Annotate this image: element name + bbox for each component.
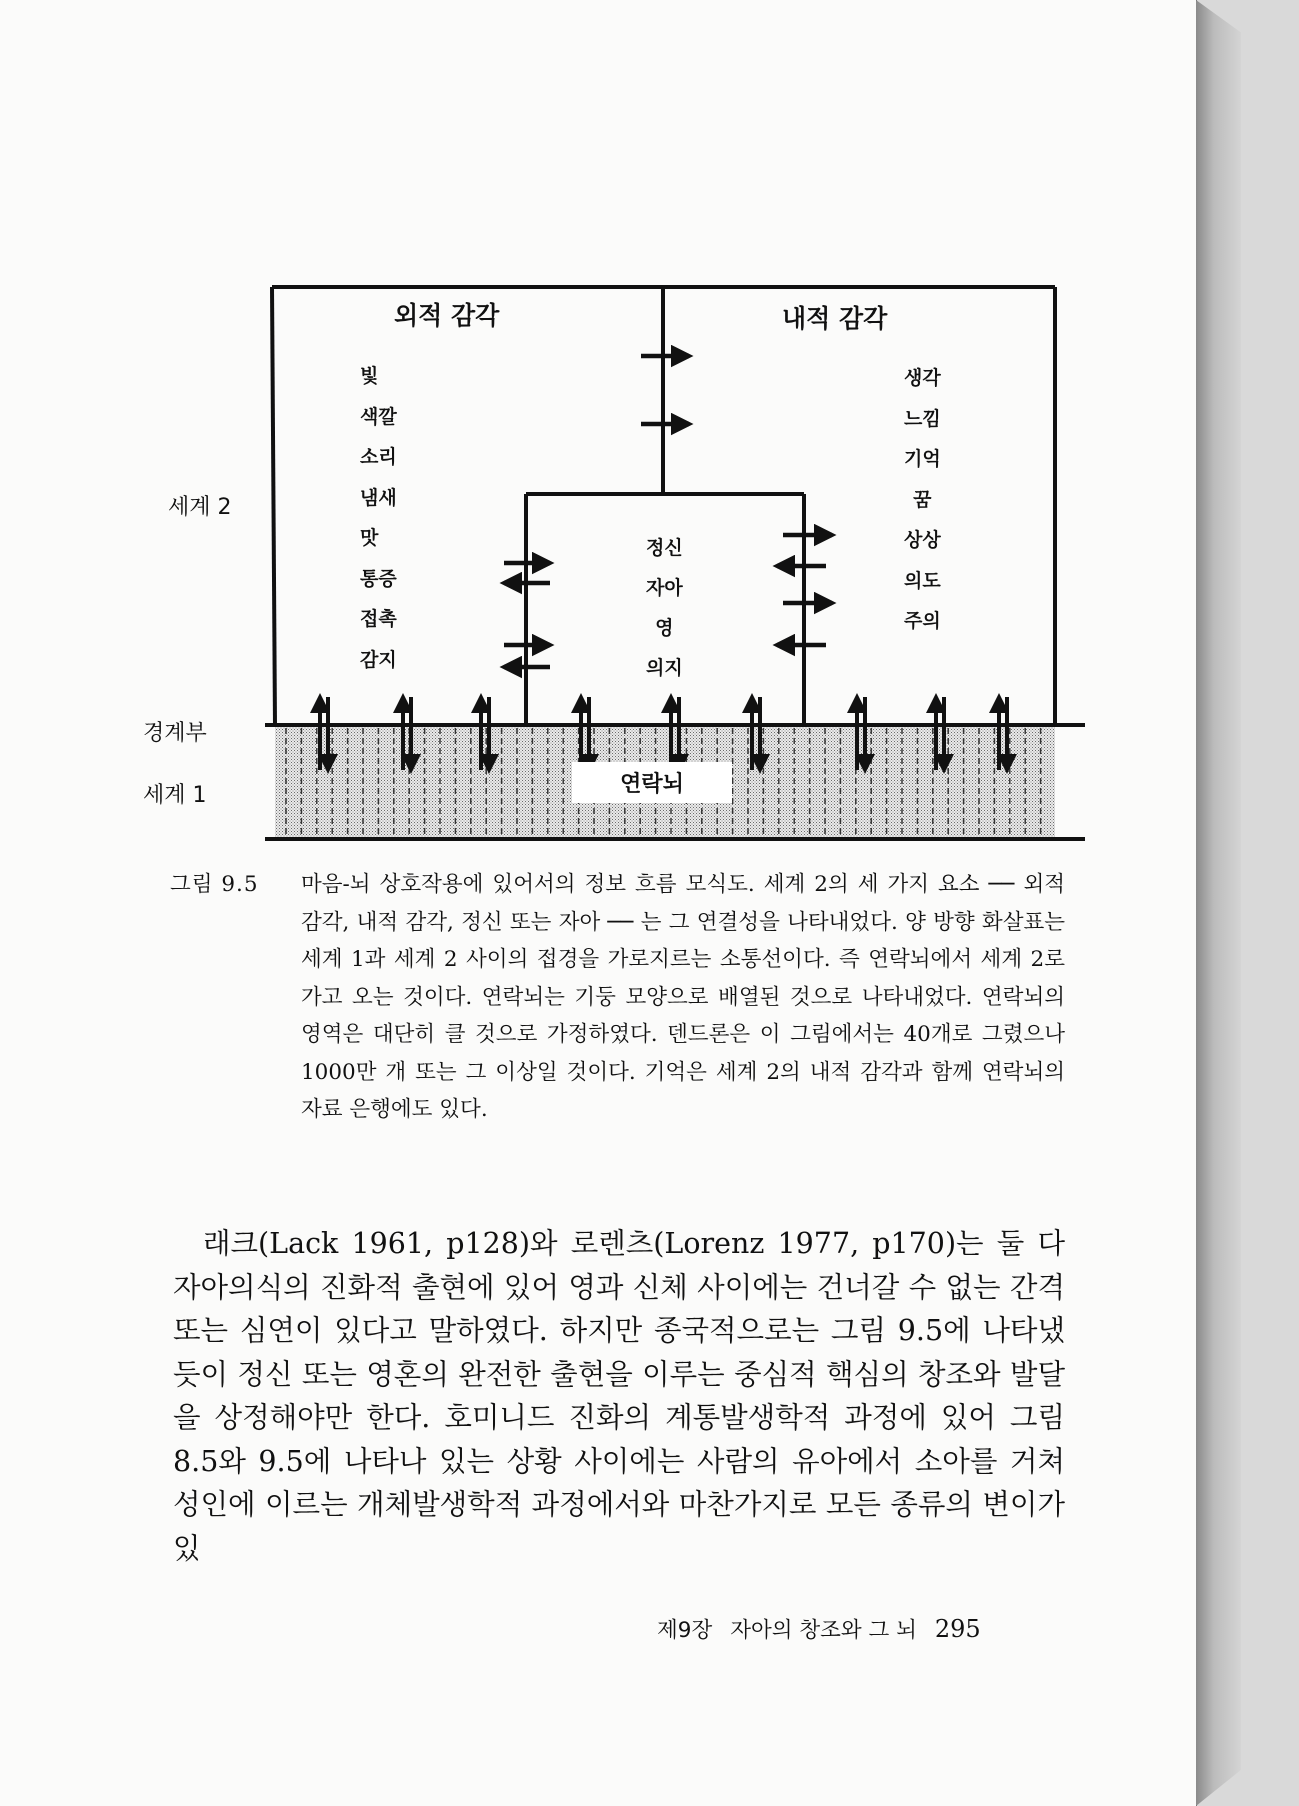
outer-sense-list [360, 356, 397, 680]
figure-word: 감지 [360, 648, 397, 671]
page-number: 295 [934, 1615, 981, 1643]
chapter-title: 자아의 창조와 그 뇌 [730, 1618, 917, 1643]
figure-word: 자아 [646, 577, 683, 599]
figure-word: 정신 [646, 537, 683, 559]
figure-word: 빛 [360, 365, 379, 387]
figure-word: 꿈 [913, 488, 932, 511]
figure-word: 상상 [904, 529, 941, 551]
figure-word: 색깔 [360, 405, 397, 428]
figure-word: 소리 [360, 446, 397, 468]
inner-sense-list [904, 358, 941, 642]
figure-word: 생각 [904, 367, 941, 389]
world2-label: 세계 2 [168, 495, 232, 520]
caption-text: 마음-뇌 상호작용에 있어서의 정보 흐름 모식도. 세계 2의 세 가지 요소 ── 외적 감각, 내적 감각, 정신 또는 자아 ── 는 그 연결성을 나타내었다. 양 방향 화살표는 세계 1과 세계 2 사이의 접경을 가로지르는 소통선이다. 즉 연락뇌에서 세계 2로 가고 오는 것이다. 연락뇌는 기둥 모양으로 배열된 것으로 나타내었다. 연락뇌의 영역은 대단히 클 것으로 가정하였다. 덴드론은 이 그림에서는 40개로 그렸으나 1000만 개 또는 그 이상일 것이다. 기억은 세계 2의 내적 감각과 함께 연락뇌의 자료 은행에도 있다. [301, 872, 1065, 1122]
figure-word: 의지 [646, 657, 683, 679]
world1-label: 세계 1 [143, 783, 207, 808]
figure-word: 냄새 [360, 486, 397, 509]
self-list [646, 528, 683, 688]
figure-diagram [0, 0, 1196, 880]
outer-sense-heading: 외적 감각 [394, 301, 500, 330]
figure-word: 주의 [904, 610, 941, 632]
body-text [173, 1222, 1065, 1570]
body-paragraph: 래크(Lack 1961, p128)와 로렌츠(Lorenz 1977, p170)는 둘 다 자아의식의 진화적 출현에 있어 영과 신체 사이에는 건너갈 수 없는 간격 또는 심연이 있다고 말하였다. 하지만 종국적으로는 그림 9.5에 나타냈듯이 정신 또는 영혼의 완전한 출현을 이루는 중심적 핵심의 창조와 발달을 상정해야만 한다. 호미니드 진화의 계통발생학적 과정에 있어 그림 8.5와 9.5에 나타나 있는 상황 사이에는 사람의 유아에서 소아를 거쳐 성인에 이르는 개체발생학적 과정에서와 마찬가지로 모든 종류의 변이가 있 [173, 1227, 1065, 1565]
figure-9-5 [0, 0, 1196, 880]
liaison-brain-label: 연락뇌 [572, 762, 732, 803]
inner-sense-heading: 내적 감각 [782, 304, 888, 333]
running-footer [657, 1613, 981, 1644]
figure-word: 느낌 [904, 407, 941, 430]
figure-word: 의도 [904, 569, 941, 592]
figure-word: 기억 [904, 448, 941, 470]
page-stack-edge [1196, 0, 1241, 1806]
figure-word: 맛 [360, 527, 379, 549]
caption-number: 그림 9.5 [170, 872, 259, 897]
boundary-label: 경계부 [143, 721, 207, 746]
chapter-label: 제9장 [657, 1618, 713, 1643]
figure-word: 영 [655, 617, 674, 639]
figure-word: 접촉 [360, 608, 397, 630]
figure-caption [170, 866, 1065, 1129]
figure-word: 통증 [360, 567, 397, 590]
